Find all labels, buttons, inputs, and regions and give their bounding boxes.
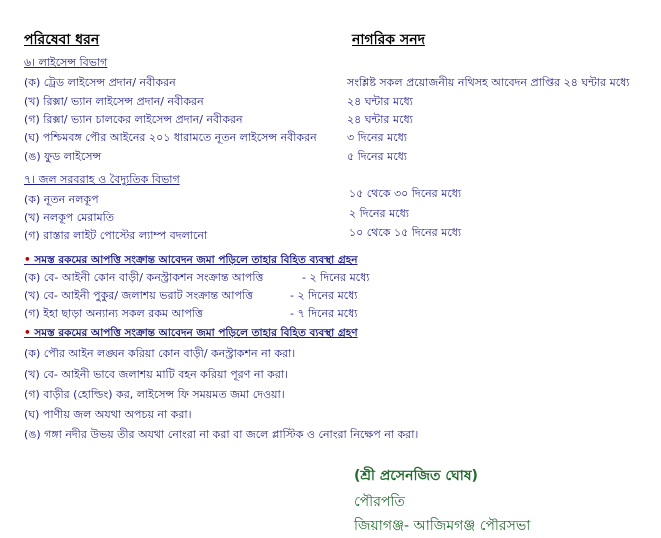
list-item-label: (গ) ইহা ছাড়া অন্যান্য সকল রকম আপত্তি <box>24 307 203 320</box>
signatory-name: (শ্রী প্রসেনজিত ঘোষ) <box>354 468 478 484</box>
prohibitions-title-text: সমস্ত রকমের আপত্তি সংক্রান্ত আবেদন জমা পড়িলে তাহার বিহিত ব্যবস্থা গ্রহণ <box>34 327 358 339</box>
section-7-title: ৭। জল সরবরাহ ও বৈদ্যুতিক বিভাগ <box>24 173 180 186</box>
list-item-label: (খ) বে- আইনী পুকুর/ জলাশয় ভরাট সংক্রান্ত আপত্তি <box>24 289 253 302</box>
list-item-time: - ৭ দিনের মধ্যে <box>290 307 358 320</box>
header-citizen-charter: নাগরিক সনদ <box>352 32 425 48</box>
list-item: (খ) বে- আইনী ভাবে জলাশয় মাটি বহন করিয়া পূরণ না করা। <box>24 368 289 381</box>
list-item-label: (গ) রিক্সা/ ভ্যান চালকের লাইসেন্স প্রদান/ নবীকরন <box>24 113 243 126</box>
list-item: (ঙ) গঙ্গা নদীর উভয় তীর অযথা নোংরা না করা বা জলে প্লাস্টিক ও নোংরা নিক্ষেপ না করা। <box>24 428 419 441</box>
list-item-time: ২৪ ঘন্টার মধ্যে <box>347 95 413 108</box>
list-item-time: ৩ দিনের মধ্যে <box>347 131 407 144</box>
list-item: (ঘ) পাণীয় জল অযথা অপচয় না করা। <box>24 408 192 421</box>
header-service-type: পরিষেবা ধরন <box>24 32 100 48</box>
prohibitions-title <box>24 326 358 343</box>
list-item-label: (ক) নূতন নলকূপ <box>24 193 99 206</box>
list-item-label: (গ) রাস্তার লাইট পোস্টের ল্যাম্প বদলানো <box>24 229 208 242</box>
list-item-label: (খ) নলকূপ মেরামতি <box>24 211 115 224</box>
list-item-time: ২৪ ঘন্টার মধ্যে <box>347 113 413 126</box>
list-item-time: ২ দিনের মধ্যে <box>349 207 409 220</box>
list-item-time: ৫ দিনের মধ্যে <box>347 150 407 163</box>
list-item-time: ১০ থেকে ১৫ দিনের মধ্যে <box>349 226 462 239</box>
list-item-time: ১৫ থেকে ৩০ দিনের মধ্যে <box>349 187 462 200</box>
list-item-time: - ২ দিনের মধ্যে <box>290 289 358 302</box>
list-item-label: (ক) বে- আইনী কোন বাড়ী/ কনস্ট্রাকশন সংক্রান্ত আপত্তি <box>24 271 264 284</box>
bullet-icon: • <box>24 327 31 339</box>
list-item-label: (ঙ) ফুড লাইসেন্স <box>24 150 102 163</box>
list-item: (গ) বাড়ীর (হোল্ডিং) কর, লাইসেন্স ফি সময়মত জমা দেওয়া। <box>24 388 285 401</box>
list-item: (ক) পৌর আইন লঙ্ঘন করিয়া কোন বাড়ী/ কনস্ট্রাকশন না করা। <box>24 347 296 360</box>
section-6-title: ৬। লাইসেন্স বিভাগ <box>24 56 108 69</box>
signatory-designation: পৌরপতি <box>354 494 405 510</box>
bullet-icon: • <box>24 254 31 266</box>
list-item-time: সংশ্লিষ্ট সকল প্রয়োজনীয় নথিসহ আবেদন প্রাপ্তির ২৪ ঘন্টার মধ্যে <box>347 76 630 89</box>
complaints-title-text: সমস্ত রকমের আপত্তি সংক্রান্ত আবেদন জমা পড়িলে তাহার বিহিত ব্যবস্থা গ্রহন <box>34 254 358 266</box>
list-item-label: (ক) ট্রেড লাইসেন্স প্রদান/ নবীকরন <box>24 76 176 89</box>
list-item-label: (ঘ) পশ্চিমবঙ্গ পৌর আইনের ২০১ ধারামতে নূতন লাইসেন্স নবীকরন <box>24 131 317 144</box>
list-item-label: (খ) রিক্সা/ ভ্যান লাইসেন্স প্রদান/ নবীকরন <box>24 95 204 108</box>
list-item-time: - ২ দিনের মধ্যে <box>302 271 370 284</box>
complaints-title <box>24 253 358 270</box>
signatory-office: জিয়াগঞ্জ- আজিমগঞ্জ পৌরসভা <box>354 518 531 534</box>
